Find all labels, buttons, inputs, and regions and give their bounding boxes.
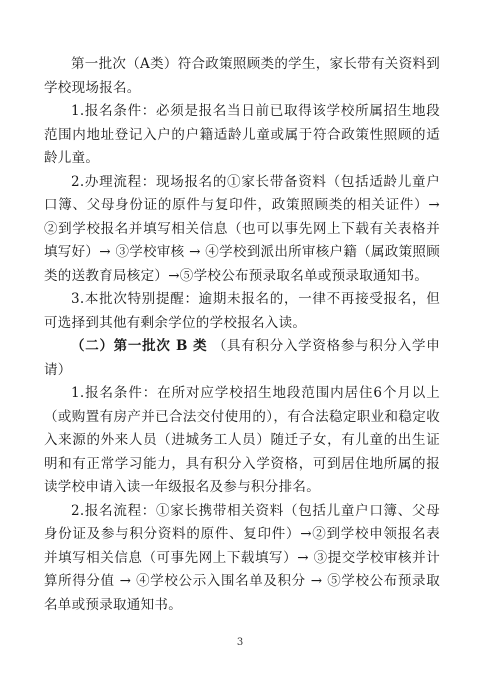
page-number: 3 — [236, 637, 244, 648]
section-heading-b — [44, 335, 440, 382]
paragraph-a-conditions: 1.报名条件：必须是报名当日前已取得该学校所属招生地段范围内地址登记入户的户籍适龄儿童或属于符合政策性照顾的适龄儿童。 — [44, 103, 440, 166]
paragraph-a-process: 2.办理流程：现场报名的①家长带备资料（包括适龄儿童户口簿、父母身份证的原件与复印件，政策照顾类的相关证件）→②到学校报名并填写相关信息（也可以事先网上下载有关表格并填写好）→ ③学校审核 → ④学校到派出所审核户籍（属政策照顾类的送教育局核定）→⑤学校公布预录取名单或预录取通知书。 — [44, 173, 440, 284]
section-heading-title: （二）第一批次 B 类 — [71, 338, 208, 354]
document-page — [44, 53, 440, 617]
paragraph-b-process: 2.报名流程：①家长携带相关资料（包括儿童户口簿、父母身份证及参与积分资料的原件、复印件）→②到学校申领报名表并填写相关信息（可事先网上下载填写）→ ③提交学校审核并计算所得分值 → ④学校公示入围名单及积分 → ⑤学校公布预录取名单或预录取通知书。 — [44, 502, 440, 613]
section-heading-subtitle: （具有积分入学资格参与积分入学申请） — [44, 338, 440, 378]
paragraph-intro: 第一批次（A类）符合政策照顾类的学生，家长带有关资料到学校现场报名。 — [44, 56, 440, 96]
paragraph-b-conditions: 1.报名条件：在所对应学校招生地段范围内居住6个月以上（或购置有房产并已合法交付使用的），有合法稳定职业和稳定收入来源的外来人员（进城务工人员）随迁子女，有儿童的出生证明和有正常学习能力，具有积分入学资格，可到居住地所属的报读学校申请入读一年级报名及参与积分排名。 — [44, 385, 440, 495]
paragraph-a-reminder: 3.本批次特别提醒：逾期未报名的，一律不再接受报名，但可选择到其他有剩余学位的学校报名入读。 — [44, 291, 440, 331]
